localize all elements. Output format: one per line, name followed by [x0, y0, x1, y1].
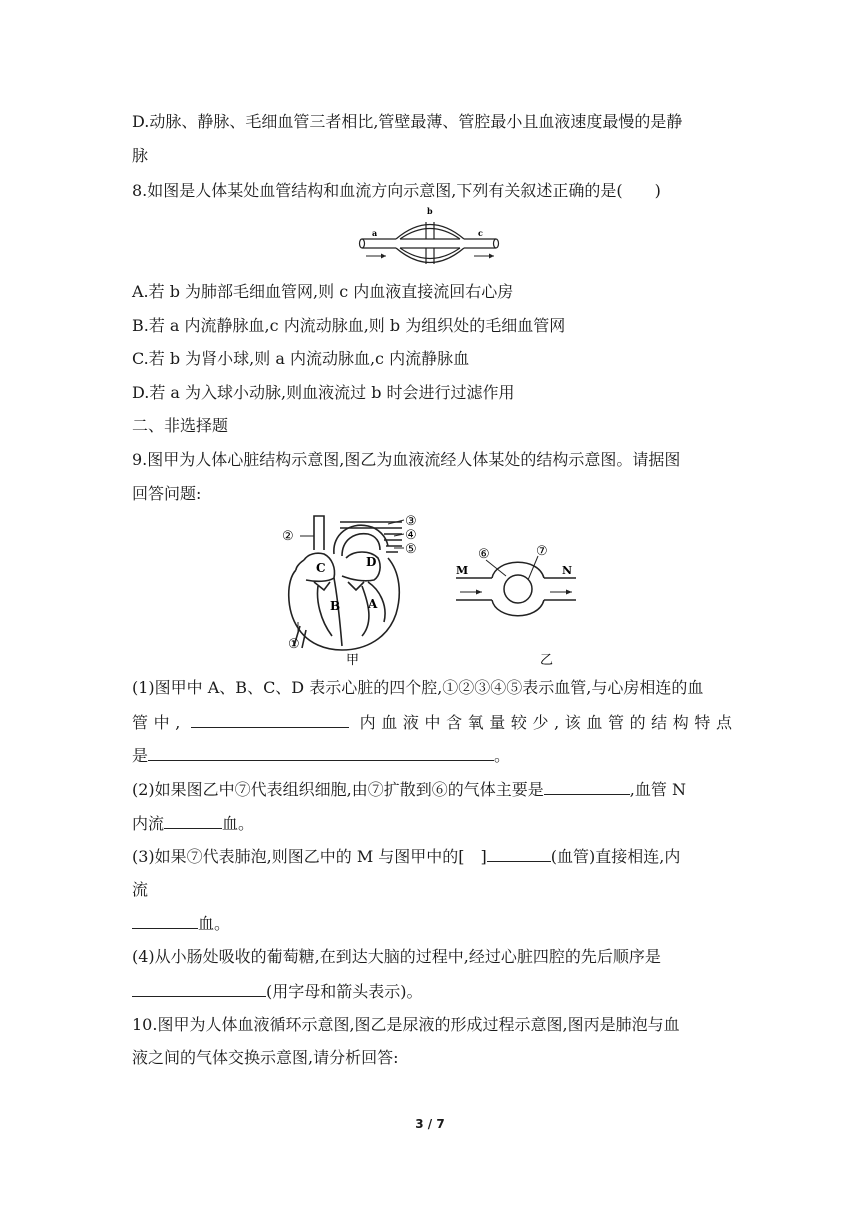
q9-p1-line3-suffix: 。 [494, 746, 511, 765]
q8-option-d: D.若 a 为入球小动脉,则血液流过 b 时会进行过滤作用 [132, 383, 515, 402]
heart-chamber-a: A [368, 597, 378, 611]
q8-option-c: C.若 b 为肾小球,则 a 内流动脉血,c 内流静脉血 [132, 349, 470, 368]
vessel-label-n: N [562, 564, 573, 577]
heart-label-2: ② [282, 529, 294, 544]
q9-blank-1[interactable] [191, 712, 349, 728]
q9-p2-line2-prefix: 内流 [132, 814, 165, 833]
heart-chamber-c: C [316, 561, 326, 575]
q10-stem-line1: 10.图甲为人体血液循环示意图,图乙是尿液的形成过程示意图,图丙是肺泡与血 [132, 1015, 680, 1034]
q9-blank-6[interactable] [132, 913, 198, 929]
q9-p3-line1-prefix: (3)如果⑦代表肺泡,则图乙中的 M 与图甲中的[ ] [132, 847, 487, 866]
q9-p4-line2-suffix: (用字母和箭头表示)。 [266, 982, 423, 1001]
q8-option-a: A.若 b 为肺部毛细血管网,则 c 内血液直接流回右心房 [132, 282, 514, 301]
heart-label-4: ④ [405, 528, 417, 543]
q9-p2-line2 [132, 813, 732, 834]
q10-stem-line2: 液之间的气体交换示意图,请分析回答: [132, 1048, 399, 1067]
q9-blank-5[interactable] [487, 846, 551, 862]
q8-label-b: b [427, 206, 433, 216]
q8-stem: 8.如图是人体某处血管结构和血流方向示意图,下列有关叙述正确的是( ) [132, 181, 661, 200]
heart-chamber-b: B [330, 599, 341, 613]
q9-p1-line2-prefix: 管中, [132, 713, 181, 732]
q9-stem-line2: 回答问题: [132, 484, 202, 503]
q9-blank-3[interactable] [544, 779, 630, 795]
q9-p2-line2-suffix: 血。 [222, 814, 255, 833]
q9-p3-line1 [132, 846, 732, 867]
section-2-title: 二、非选择题 [132, 416, 229, 435]
vessel-caption: 乙 [540, 653, 554, 666]
vessel-label-m: M [456, 564, 469, 577]
vessel-label-7: ⑦ [536, 544, 548, 559]
q9-p1-line2-suffix: 内血液中含氧量较少,该血管的结构特点 [359, 713, 732, 732]
q9-p2-line1-prefix: (2)如果图乙中⑦代表组织细胞,由⑦扩散到⑥的气体主要是 [132, 780, 544, 799]
q9-p3-line3-suffix: 血。 [198, 914, 231, 933]
q9-p4-line1: (4)从小肠处吸收的葡萄糖,在到达大脑的过程中,经过心脏四腔的先后顺序是 [132, 947, 661, 966]
q9-stem-line1: 9.图甲为人体心脏结构示意图,图乙为血液流经人体某处的结构示意图。请据图 [132, 450, 681, 469]
q9-p3-line1-suffix: (血管)直接相连,内 [550, 847, 681, 866]
heart-label-5: ⑤ [405, 542, 417, 557]
q8-capillary-figure [356, 206, 504, 264]
q9-p1-line1: (1)图甲中 A、B、C、D 表示心脏的四个腔,①②③④⑤表示血管,与心房相连的血 [132, 678, 704, 697]
q8-label-c: c [478, 228, 483, 238]
q9-p3-line2: 流 [132, 880, 149, 899]
heart-caption: 甲 [346, 653, 360, 666]
q9-blank-4[interactable] [164, 813, 222, 829]
q9-p1-line3 [132, 745, 732, 766]
q7-option-d-line2: 脉 [132, 146, 149, 165]
q9-blank-7[interactable] [132, 981, 266, 997]
q9-p2-line1-suffix: ,血管 N [629, 780, 686, 799]
q8-label-a: a [372, 228, 378, 238]
q9-p1-line2 [132, 712, 732, 733]
vessel-label-6: ⑥ [478, 547, 490, 562]
q9-p4-line2 [132, 981, 732, 1002]
q9-p1-line3-prefix: 是 [132, 746, 149, 765]
heart-chamber-d: D [366, 555, 377, 569]
q9-blank-2[interactable] [148, 745, 494, 761]
heart-label-1: ① [288, 637, 300, 652]
heart-label-3: ③ [405, 514, 417, 529]
q8-option-b: B.若 a 内流静脉血,c 内流动脉血,则 b 为组织处的毛细血管网 [132, 316, 566, 335]
q9-heart-figure [276, 510, 432, 666]
q9-vessel-figure [452, 540, 582, 666]
q7-option-d-line1: D.动脉、静脉、毛细血管三者相比,管壁最薄、管腔最小且血液速度最慢的是静 [132, 112, 683, 131]
q9-p3-line3 [132, 913, 732, 934]
q9-p2-line1 [132, 779, 732, 800]
page-number: 3 / 7 [415, 1117, 445, 1131]
